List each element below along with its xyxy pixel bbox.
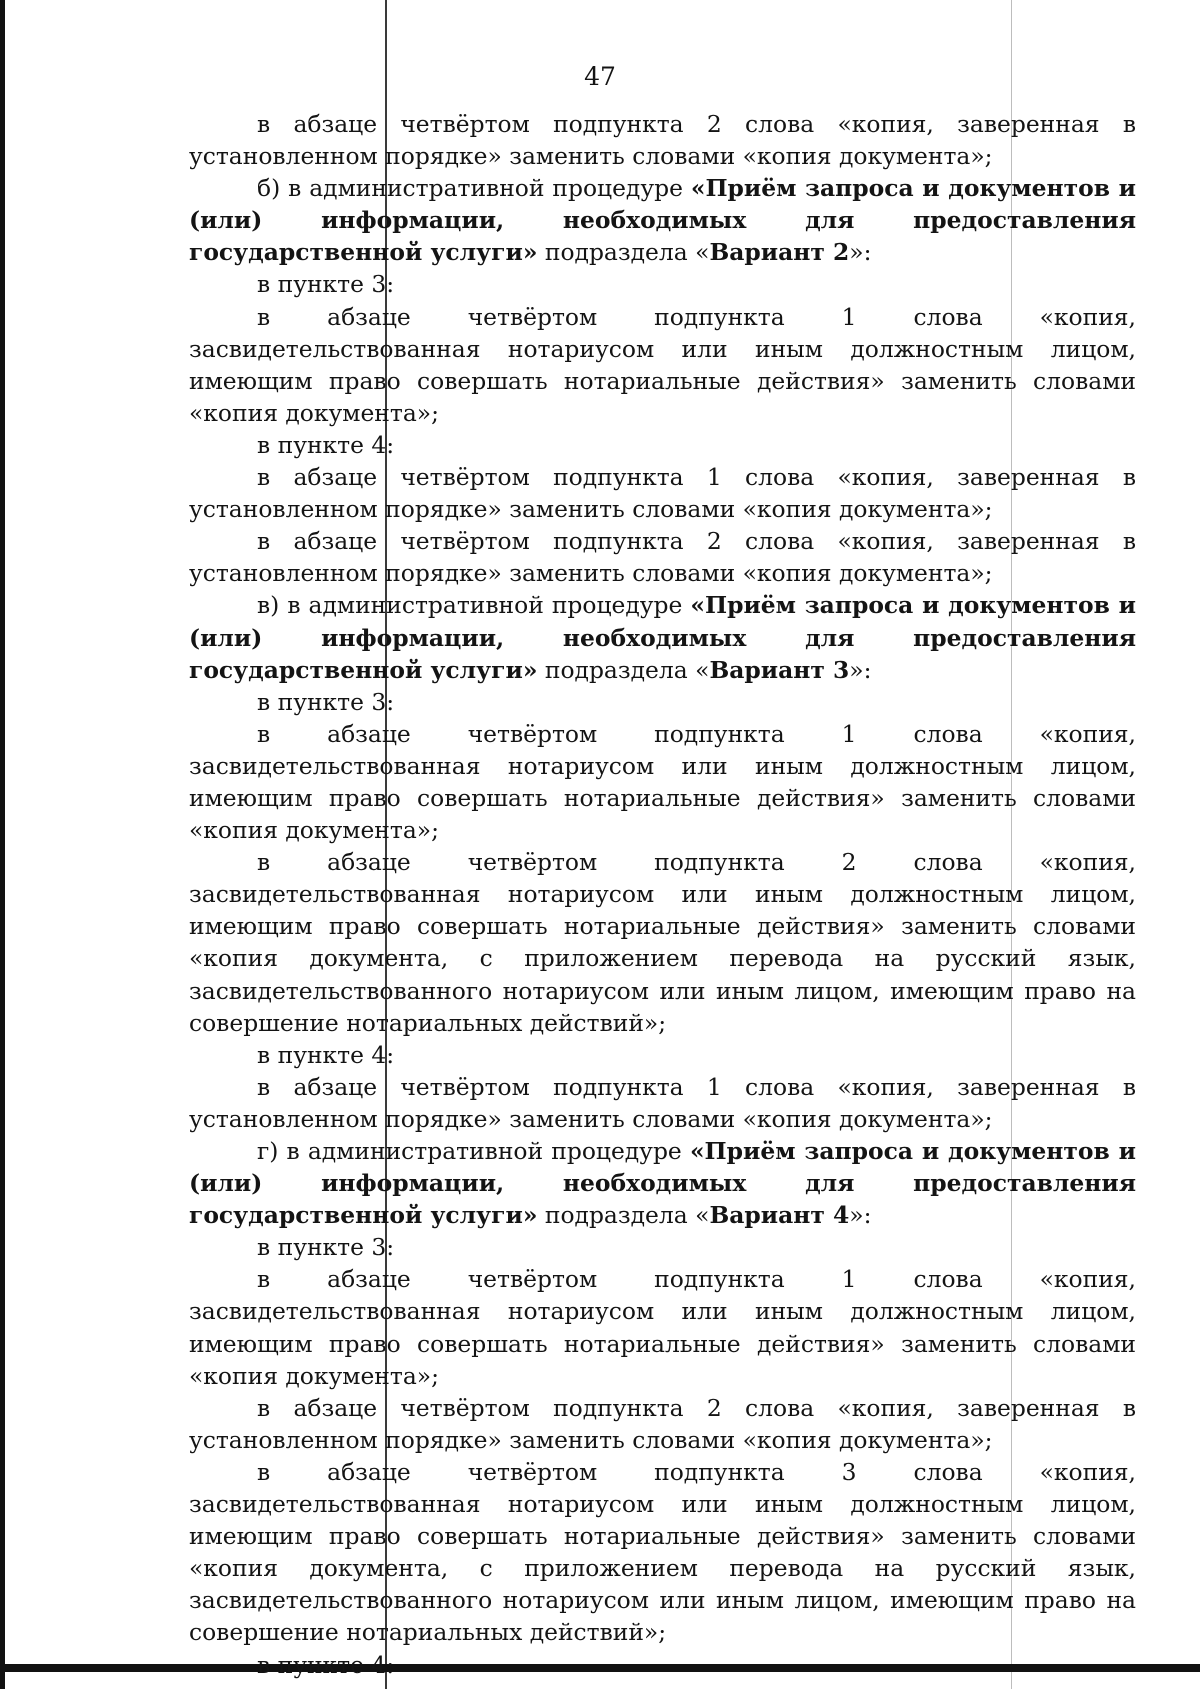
paragraph	[189, 172, 1136, 268]
text-run: в) в административной процедуре	[257, 591, 691, 620]
paragraph	[189, 268, 1136, 300]
paragraph	[189, 1039, 1136, 1071]
paragraph	[189, 1649, 1136, 1681]
text-run: в абзаце четвёртом подпункта 1 слова «копия, заверенная в установленном порядке» заменить словами «копия документа»;	[189, 463, 1136, 524]
text-run: в пункте 4:	[257, 430, 395, 459]
bold-text: «Приём запроса и документов и (или) информации, необходимых для предоставления государственной услуги»	[189, 1137, 1136, 1230]
text-run: в абзаце четвёртом подпункта 1 слова «копия, засвидетельствованная нотариусом или иным должностным лицом, имеющим право совершать нотариальные действия» заменить словами «копия документа»;	[189, 302, 1136, 427]
paragraph	[189, 686, 1136, 718]
text-run: г) в административной процедуре	[257, 1137, 690, 1165]
paragraph	[189, 589, 1136, 685]
paragraph	[189, 1231, 1136, 1263]
paragraph	[189, 718, 1136, 846]
bold-text: Вариант 3	[709, 655, 850, 684]
page-number: 47	[584, 62, 616, 91]
scan-left-edge	[0, 0, 5, 1689]
text-run: в абзаце четвёртом подпункта 2 слова «копия, заверенная в установленном порядке» заменить словами «копия документа»;	[189, 1393, 1136, 1454]
text-run: в пункте 4:	[257, 1040, 395, 1069]
text-run: в абзаце четвёртом подпункта 2 слова «копия, засвидетельствованная нотариусом или иным должностным лицом, имеющим право совершать нотариальные действия» заменить словами «копия документа, с приложением перевода на русский язык, засвидетельствованного нотариусом или иным лицом, имеющим право на совершение нотариальных действий»;	[189, 848, 1136, 1037]
text-run: в абзаце четвёртом подпункта 1 слова «копия, засвидетельствованная нотариусом или иным должностным лицом, имеющим право совершать нотариальные действия» заменить словами «копия документа»;	[189, 1265, 1136, 1390]
text-run: »:	[849, 655, 872, 684]
paragraph	[189, 1392, 1136, 1456]
paragraph	[189, 461, 1136, 525]
paragraph	[189, 1071, 1136, 1135]
text-run: подраздела «	[537, 655, 710, 684]
text-run: подраздела «	[537, 238, 710, 267]
paragraph	[189, 108, 1136, 172]
text-run: подраздела «	[537, 1201, 710, 1230]
paragraph	[189, 1263, 1136, 1391]
document-body	[189, 108, 1136, 1681]
bold-text: «Приём запроса и документов и (или) информации, необходимых для предоставления государственной услуги»	[189, 174, 1136, 267]
paragraph	[189, 1135, 1136, 1231]
text-run: в абзаце четвёртом подпункта 2 слова «копия, заверенная в установленном порядке» заменить словами «копия документа»;	[189, 110, 1136, 171]
text-run: в абзаце четвёртом подпункта 1 слова «копия, засвидетельствованная нотариусом или иным должностным лицом, имеющим право совершать нотариальные действия» заменить словами «копия документа»;	[189, 719, 1136, 845]
paragraph	[189, 429, 1136, 461]
bold-text: Вариант 2	[709, 238, 850, 267]
text-run: в пункте 4:	[257, 1650, 395, 1679]
text-run: в пункте 3:	[257, 1233, 395, 1262]
paragraph	[189, 525, 1136, 589]
text-run: в абзаце четвёртом подпункта 2 слова «копия, заверенная в установленном порядке» заменить словами «копия документа»;	[189, 527, 1136, 588]
paragraph	[189, 301, 1136, 429]
bold-text: Вариант 4	[709, 1201, 850, 1230]
text-run: в абзаце четвёртом подпункта 1 слова «копия, заверенная в установленном порядке» заменить словами «копия документа»;	[189, 1072, 1136, 1133]
text-run: в пункте 3:	[257, 270, 395, 299]
text-run: »:	[849, 1201, 872, 1230]
paragraph	[189, 1456, 1136, 1649]
text-run: б) в административной процедуре	[257, 174, 691, 203]
text-run: »:	[849, 238, 872, 267]
text-run: в пункте 3:	[257, 687, 395, 716]
text-run: в абзаце четвёртом подпункта 3 слова «копия, засвидетельствованная нотариусом или иным должностным лицом, имеющим право совершать нотариальные действия» заменить словами «копия документа, с приложением перевода на русский язык, засвидетельствованного нотариусом или иным лицом, имеющим право на совершение нотариальных действий»;	[189, 1457, 1136, 1647]
paragraph	[189, 846, 1136, 1039]
bold-text: «Приём запроса и документов и (или) информации, необходимых для предоставления государственной услуги»	[189, 591, 1136, 684]
